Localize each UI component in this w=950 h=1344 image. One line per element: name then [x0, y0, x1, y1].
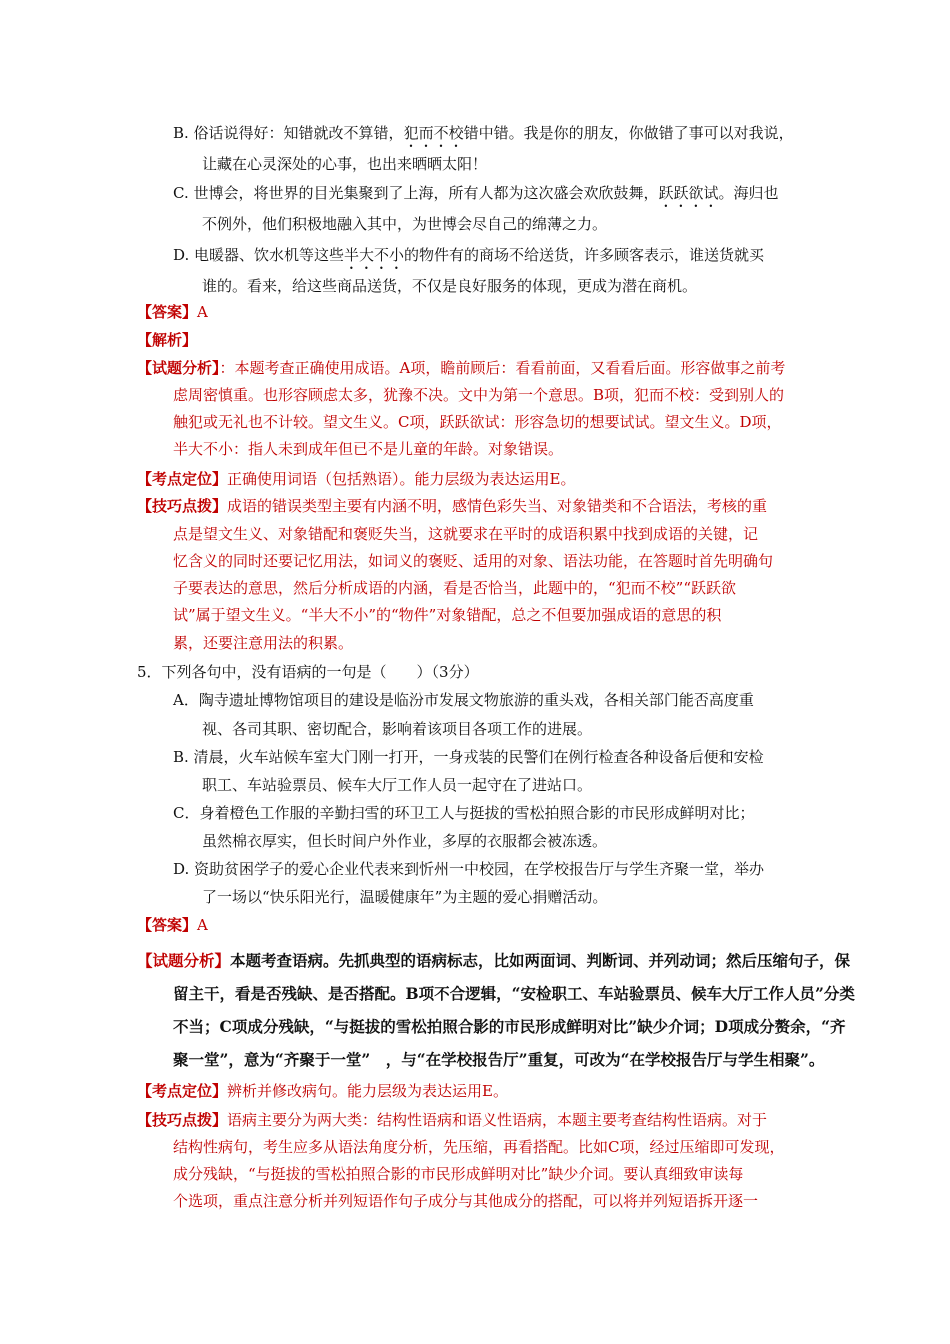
q4-jiqiao-text: 成语的错误类型主要有内涵不明，感情色彩失当、对象错类和不合语法，考核的重	[227, 497, 768, 515]
q4-option-c-text-post: 。海归也	[718, 184, 779, 202]
q5-answer-value: A	[197, 916, 208, 934]
q4-jiqiao-line2: 点是望文生义、对象错配和褒贬失当，这就要求在平时的成语积累中找到成语的关键，记	[173, 525, 759, 543]
q4-analysis-line1	[137, 357, 785, 379]
q4-jiqiao-line1	[137, 495, 767, 517]
q5-jiqiao-line4: 个选项，重点注意分析并列短语作句子成分与其他成分的搭配，可以将并列短语拆开逐一	[173, 1192, 759, 1210]
q4-option-b-text-post: 错中错。我是你的朋友，你做错了事可以对我说，	[463, 124, 794, 142]
q4-jiqiao-label: 【技巧点拨】	[137, 497, 228, 515]
q4-analysis-line2: 虑周密慎重。也形容顾虑太多，犹豫不决。文中为第一个意思。B项，犯而不校：受到别人的	[173, 386, 785, 404]
q5-option-b-line1: B. 清晨，火车站候车室大门刚一打开，一身戎装的民警们在例行检查各种设备后便和安检	[173, 748, 764, 766]
q4-jiqiao-line3: 忆含义的同时还要记忆用法，如词义的褒贬、适用的对象、语法功能，在答题时首先明确句	[173, 552, 774, 570]
q4-analysis-line4: 半大不小：指人未到成年但已不是儿童的年龄。对象错误。	[173, 440, 564, 458]
q5-option-a-line1: A．陶寺遗址博物馆项目的建设是临汾市发展文物旅游的重头戏，各相关部门能否高度重	[173, 691, 754, 709]
q4-jiqiao-line6: 累，还要注意用法的积累。	[173, 634, 354, 652]
q5-answer-label: 【答案】	[137, 916, 198, 934]
q5-stem: 5．下列各句中，没有语病的一句是（ ）（3分）	[137, 663, 479, 681]
q5-jiqiao-line1	[137, 1109, 767, 1131]
q5-option-d-line1: D. 资助贫困学子的爱心企业代表来到忻州一中校园，在学校报告厅与学生齐聚一堂，举办	[173, 860, 765, 878]
q4-option-c-text-pre: C. 世博会，将世界的目光集聚到了上海，所有人都为这次盛会欢欣鼓舞，	[173, 184, 659, 202]
q5-kaodian-text: 辨析并修改病句。能力层级为表达运用E。	[227, 1082, 508, 1100]
q5-jiqiao-text: 语病主要分为两大类：结构性语病和语义性语病，本题主要考查结构性语病。对于	[227, 1111, 768, 1129]
q4-jiqiao-line4: 子要表达的意思，然后分析成语的内涵，看是否恰当，此题中的，“犯而不校”“跃跃欲	[173, 579, 737, 597]
q4-kaodian	[137, 468, 575, 490]
q4-option-b-text-pre: B. 俗话说得好：知错就改不算错，	[173, 124, 404, 142]
q5-analysis-line2: 留主干，看是否残缺、是否搭配。B项不合逻辑，“安检职工、车站验票员、候车大厅工作人员”分类	[173, 984, 855, 1003]
q4-kaodian-text: 正确使用词语（包括熟语）。能力层级为表达运用E。	[227, 470, 576, 488]
q5-analysis-line4: 聚一堂”，意为“齐聚于一堂” ，与“在学校报告厅”重复，可改为“在学校报告厅与学生相聚”。	[173, 1050, 825, 1069]
q5-analysis-line1	[137, 948, 850, 974]
q4-option-d-line1	[173, 244, 764, 273]
q4-option-b-line1	[173, 122, 794, 151]
q4-option-b-line2: 让藏在心灵深处的心事，也出来晒晒太阳！	[202, 155, 488, 173]
q5-jiqiao-line2: 结构性病句，考生应多从语法角度分析，先压缩，再看搭配。比如C项，经过压缩即可发现，	[173, 1138, 785, 1156]
q4-option-b-idiom: 犯而不校	[403, 124, 464, 142]
q4-option-d-idiom: 半大不小	[344, 246, 405, 264]
q5-kaodian-label: 【考点定位】	[137, 1082, 228, 1100]
q4-option-c-line1	[173, 182, 779, 211]
q5-analysis-label: 【试题分析】	[137, 951, 231, 970]
q4-option-d-text-post: 的物件有的商场不给送货，许多顾客表示，谁送货就买	[404, 246, 765, 264]
q5-jiqiao-line3: 成分残缺，“与挺拔的雪松拍照合影的市民形成鲜明对比”缺少介词。要认真细致审读每	[173, 1165, 744, 1183]
q5-jiqiao-label: 【技巧点拨】	[137, 1111, 228, 1129]
q4-option-d-line2: 谁的。看来，给这些商品送货，不仅是良好服务的体现，更成为潜在商机。	[202, 277, 698, 295]
q5-option-c-line2: 虽然棉衣厚实，但长时间户外作业，多厚的衣服都会被冻透。	[202, 832, 608, 850]
q5-kaodian	[137, 1080, 508, 1102]
q5-option-b-line2: 职工、车站验票员、候车大厅工作人员一起守在了进站口。	[202, 776, 593, 794]
q4-kaodian-label: 【考点定位】	[137, 470, 228, 488]
q5-option-d-line2: 了一场以“快乐阳光行，温暖健康年”为主题的爱心捐赠活动。	[202, 888, 608, 906]
q4-analysis-text: ：本题考查正确使用成语。A项，瞻前顾后：看看前面，又看看后面。形容做事之前考	[219, 359, 786, 377]
q4-jiexi-label: 【解析】	[137, 331, 198, 349]
q4-analysis-label: 【试题分析】	[137, 359, 220, 377]
q4-jiqiao-line5: 试”属于望文生义。“半大不小”的“物件”对象错配，总之不但要加强成语的意思的积	[173, 606, 722, 624]
q5-option-c-line1: C．身着橙色工作服的辛勤扫雪的环卫工人与挺拔的雪松拍照合影的市民形成鲜明对比；	[173, 804, 755, 822]
q4-answer	[137, 301, 208, 323]
q5-answer	[137, 914, 208, 936]
q4-answer-value: A	[197, 303, 208, 321]
q5-analysis-text: 本题考查语病。先抓典型的语病标志，比如两面词、判断词、并列动词；然后压缩句子，保	[230, 951, 851, 970]
q5-option-a-line2: 视、各司其职、密切配合，影响着该项目各项工作的进展。	[202, 720, 593, 738]
q4-option-c-line2: 不例外，他们积极地融入其中，为世博会尽自己的绵薄之力。	[202, 215, 608, 233]
q5-analysis-line3: 不当；C项成分残缺，“与挺拔的雪松拍照合影的市民形成鲜明对比”缺少介词；D项成分赘余，“齐	[173, 1017, 846, 1036]
q4-analysis-line3: 触犯或无礼也不计较。望文生义。C项，跃跃欲试：形容急切的想要试试。望文生义。D项，	[173, 413, 782, 431]
q4-answer-label: 【答案】	[137, 303, 198, 321]
q4-option-c-idiom: 跃跃欲试	[658, 184, 719, 202]
q4-option-d-text-pre: D. 电暖器、饮水机等这些	[173, 246, 345, 264]
